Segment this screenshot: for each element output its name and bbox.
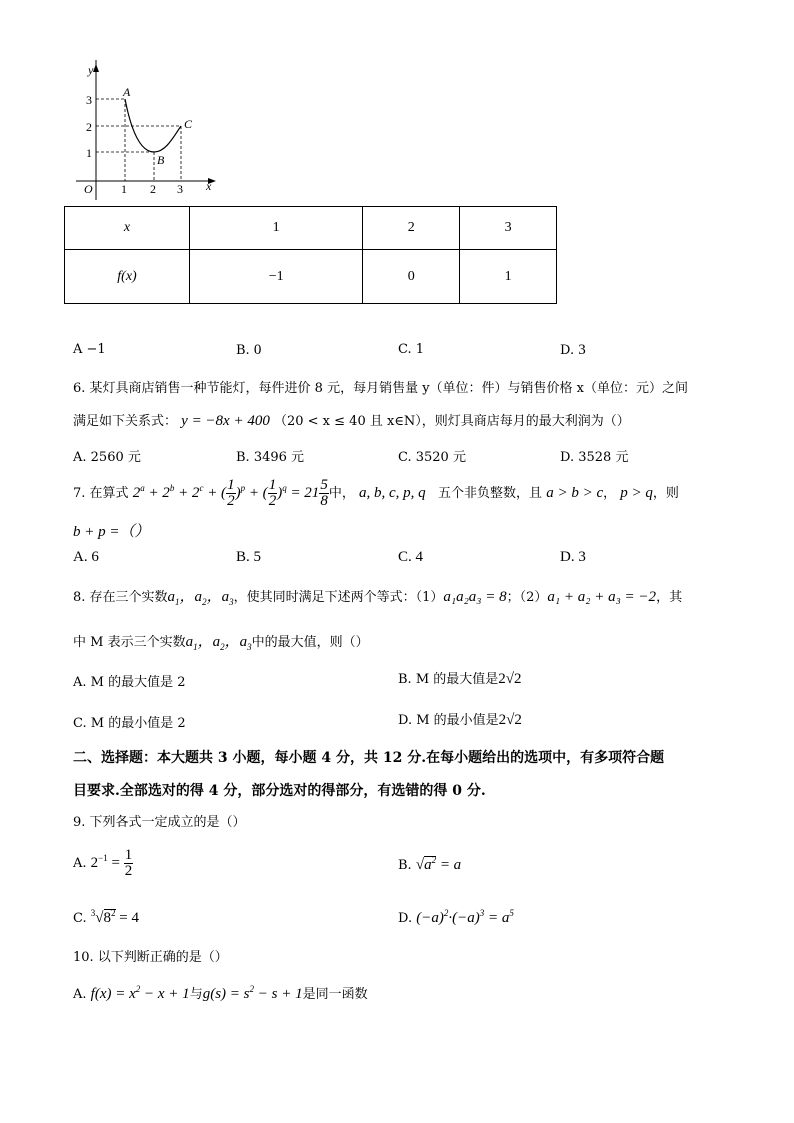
q10-stem: 10. 以下判断正确的是（） bbox=[73, 950, 228, 965]
y-axis-label: y bbox=[88, 63, 94, 77]
point-b-label: B bbox=[157, 153, 165, 167]
q7-option-c[interactable]: C. 4 bbox=[398, 549, 424, 565]
q9-option-c[interactable]: C. $^3√8^2 = 4$ bbox=[73, 908, 139, 926]
option-label: C. 1 bbox=[398, 342, 425, 357]
q8-eq1: a₁a₂a₃ = 8 bbox=[443, 589, 507, 605]
option-label: D. bbox=[398, 911, 413, 926]
option-label: B. bbox=[398, 858, 412, 873]
q8-option-c[interactable]: C. M 的最小值是 2 bbox=[73, 716, 186, 731]
table-cell: 1 bbox=[190, 207, 363, 250]
q8-text: ，使其同时满足下述两个等式：（1） bbox=[233, 590, 444, 605]
q8-stem-line2: 中 M 表示三个实数$a_1$，$a_2$，$a_3$中的最大值，则（） bbox=[73, 634, 369, 652]
section-2-heading-line1: 二、选择题：本大题共 3 小题，每小题 4 分，共 12 分.在每小题给出的选项中，有多项符合题 bbox=[73, 750, 665, 766]
option-value: 2√2 bbox=[498, 712, 522, 728]
option-value: 3 bbox=[578, 342, 586, 358]
q5-option-b[interactable] bbox=[236, 342, 261, 359]
x-axis-label: x bbox=[206, 179, 212, 193]
q10-text: 与 bbox=[189, 987, 203, 1002]
function-curve bbox=[125, 99, 181, 152]
q8-stem-line1: 8. 存在三个实数$a_1$，$a_2$，$a_3$，使其同时满足下述两个等式：（1）a₁a₂a₃ = 8；（2）a₁ + a₂ + a₃ = −2，其 bbox=[73, 589, 683, 607]
y-tick-2: 2 bbox=[86, 120, 92, 134]
table-cell: 3 bbox=[460, 207, 557, 250]
option-value: 0 bbox=[253, 342, 262, 358]
q6-option-b[interactable]: B. 3496 元 bbox=[236, 450, 305, 465]
q7-option-a[interactable]: A. 6 bbox=[73, 549, 99, 565]
q8-option-b[interactable] bbox=[398, 668, 522, 688]
q6-stem-line2 bbox=[73, 410, 630, 430]
option-value: 2√2 bbox=[498, 671, 522, 687]
option-label: C. bbox=[73, 911, 87, 926]
q7-stem-line2 bbox=[73, 520, 150, 541]
table-cell: 0 bbox=[363, 250, 460, 304]
q7-tail: ，则 bbox=[652, 485, 679, 501]
q9-option-a[interactable]: A. $2^{-1}$ = $\frac{1}{2}$ bbox=[73, 847, 133, 879]
point-c-label: C bbox=[184, 117, 193, 131]
option-label: A. bbox=[73, 987, 87, 1002]
q7-option-b[interactable]: B. 5 bbox=[236, 549, 262, 565]
q8-option-d[interactable] bbox=[398, 709, 522, 729]
q10-option-a[interactable]: A. $f(x) = x^2 - x + 1$与$g(s) = s^2 - s + 1$是同一函数 bbox=[73, 984, 368, 1002]
q8-eq2: a₁ + a₂ + a₃ = −2 bbox=[547, 589, 657, 605]
table-cell: 2 bbox=[363, 207, 460, 250]
q7-line2: b + p =（） bbox=[73, 524, 150, 540]
function-graph bbox=[70, 60, 230, 205]
table-header-x: x bbox=[65, 207, 190, 250]
table-header-fx: f(x) bbox=[65, 250, 190, 304]
y-tick-1: 1 bbox=[86, 146, 92, 160]
q9-stem: 9. 下列各式一定成立的是（） bbox=[73, 815, 246, 830]
q6-condition: （20 < x ≤ 40 且 x∈N），则灯具商店每月的最大利润为（） bbox=[273, 414, 630, 429]
q6-stem-line1: 6. 某灯具商店销售一种节能灯，每件进价 8 元，每月销售量 y（单位：件）与销售价格 x（单位：元）之间 bbox=[73, 381, 689, 396]
q8-text: 8. 存在三个实数 bbox=[73, 590, 168, 605]
q8-option-a[interactable]: A. M 的最大值是 2 bbox=[73, 675, 186, 690]
table-cell: −1 bbox=[190, 250, 363, 304]
q7-mid: 中， bbox=[328, 485, 355, 501]
q6-option-a[interactable]: A. 2560 元 bbox=[73, 450, 141, 465]
option-label: A −1 bbox=[73, 342, 106, 357]
q6-option-d[interactable]: D. 3528 元 bbox=[560, 450, 629, 465]
x-tick-2: 2 bbox=[150, 182, 156, 196]
q8-text: ，其 bbox=[656, 590, 683, 605]
q10-text: 是同一函数 bbox=[302, 987, 368, 1002]
q8-text: 中的最大值，则（） bbox=[251, 635, 369, 650]
q5-option-c[interactable] bbox=[398, 342, 424, 357]
point-a-label: A bbox=[123, 85, 131, 99]
section-2-heading-line2: 目要求.全部选对的得 4 分，部分选对的得部分，有选错的得 0 分. bbox=[73, 783, 486, 799]
table-cell: 1 bbox=[460, 250, 557, 304]
q7-stem-line1: 7. 在算式 $2^a + 2^b + 2^c$ + ( $\frac{1}{2}$ )$^p$ + ( $\frac{1}{2}$ )$^q$ = 21 $\frac{5}{8}$ 中， a, b, c, p, q 五个非负整数，且 a > b > c， p > q，则 bbox=[73, 477, 679, 509]
q6-option-c[interactable]: C. 3520 元 bbox=[398, 450, 466, 465]
option-label: D. bbox=[560, 343, 575, 358]
option-label: D. M 的最小值是 bbox=[398, 713, 499, 728]
q7-cond2: p > q bbox=[620, 484, 653, 501]
q9-option-d[interactable]: D. $(-a)^2\cdot(-a)^3 = a^5$ bbox=[398, 908, 514, 926]
q7-cond1: a > b > c bbox=[546, 484, 604, 501]
q9-option-b[interactable]: B. $√a^2 = a$ bbox=[398, 855, 462, 873]
y-tick-3: 3 bbox=[86, 93, 92, 107]
x-tick-1: 1 bbox=[121, 182, 127, 196]
q7-expression: $2^a + 2^b + 2^c$ + ( $\frac{1}{2}$ )$^p$ + ( $\frac{1}{2}$ )$^q$ = 21 $\frac{5}{8}$ bbox=[132, 477, 328, 509]
q6-formula: y = −8x + 400 bbox=[181, 413, 270, 429]
q7-prefix: 7. 在算式 bbox=[73, 485, 129, 501]
q6-text: 满足如下关系式： bbox=[73, 414, 178, 429]
q7-vars: a, b, c, p, q bbox=[358, 484, 426, 501]
q8-text: 中 M 表示三个实数 bbox=[73, 635, 186, 650]
origin-label: O bbox=[84, 182, 93, 196]
q5-option-a[interactable] bbox=[73, 342, 106, 357]
option-label: B. M 的最大值是 bbox=[398, 672, 499, 687]
q7-option-d[interactable]: D. 3 bbox=[560, 549, 586, 565]
q5-option-d[interactable] bbox=[560, 342, 586, 359]
value-table bbox=[64, 206, 557, 304]
x-tick-3: 3 bbox=[177, 182, 183, 196]
q7-text: 五个非负整数，且 bbox=[438, 485, 543, 501]
q8-text: ；（2） bbox=[506, 590, 548, 605]
option-label: A. bbox=[73, 855, 87, 871]
option-label: B. bbox=[236, 343, 250, 358]
